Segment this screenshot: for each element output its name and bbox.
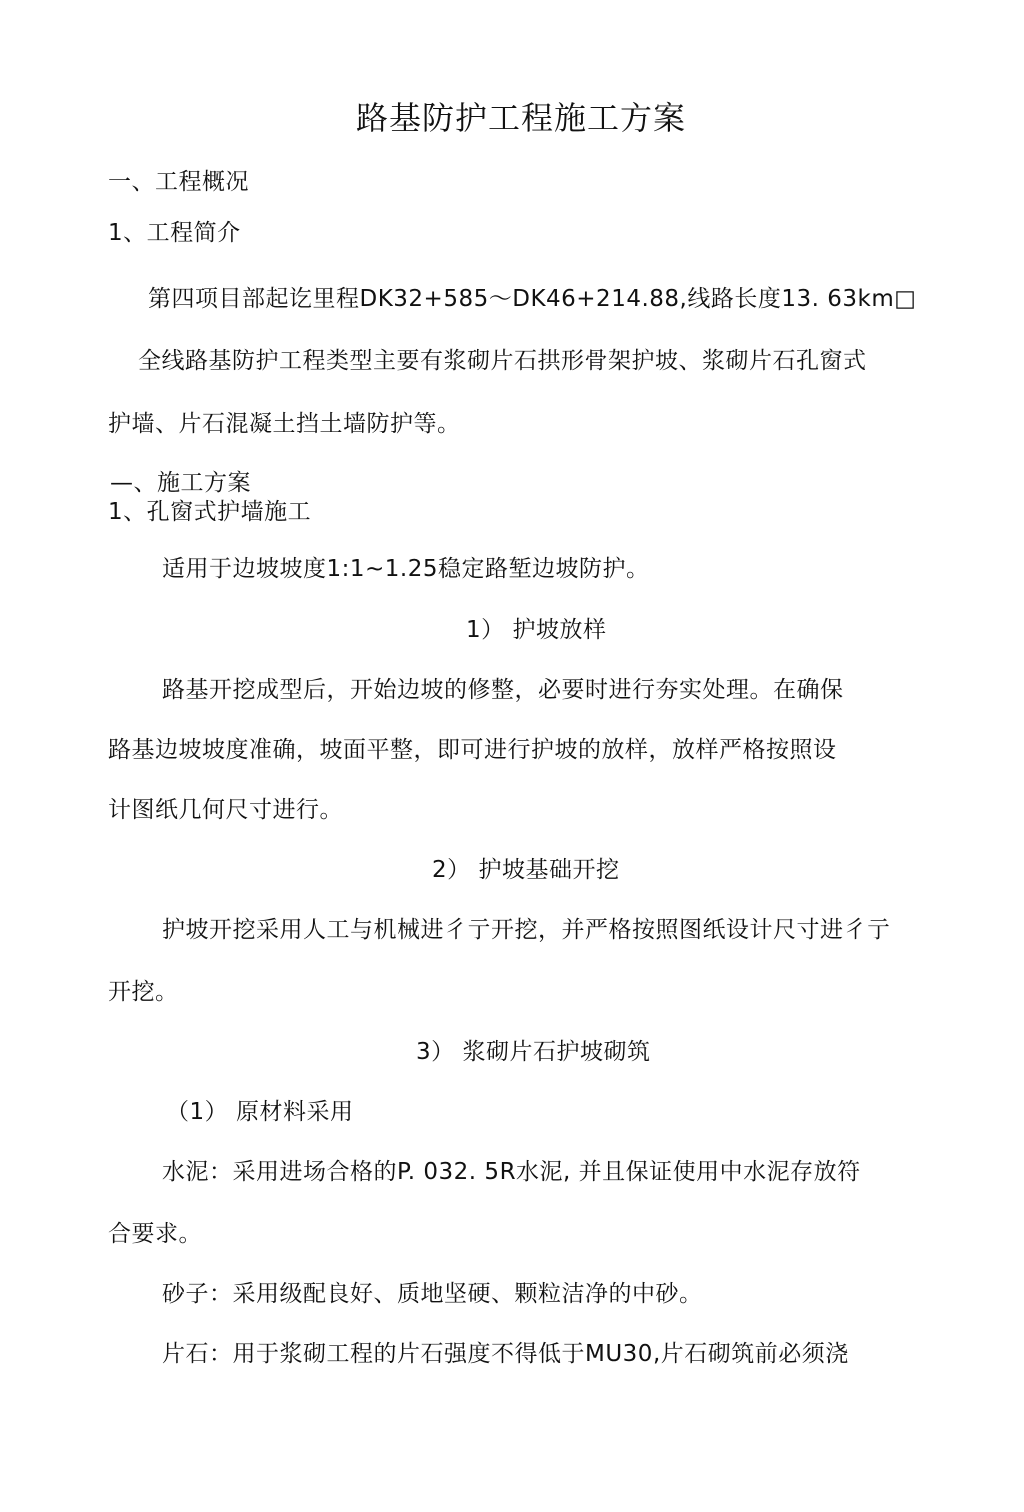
paragraph-step1-line2: 路基边坡坡度准确，坡面平整，即可进行护坡的放样，放样严格按照设 <box>108 737 837 763</box>
paragraph-apply: 适用于边坡坡度1:1~1.25稳定路堑边坡防护。 <box>162 556 650 582</box>
section-1-heading: 一、工程概况 <box>108 169 249 195</box>
paragraph-cement-line2: 合要求。 <box>108 1221 202 1247</box>
section-2-heading: —、施工方案 <box>110 470 251 496</box>
paragraph-cement-line1: 水泥：采用进场合格的P. 032. 5R水泥, 并且保证使用中水泥存放符 <box>162 1159 861 1185</box>
step-3-heading: 3） 浆砌片石护坡砌筑 <box>416 1039 651 1065</box>
section-2-1-heading: 1、孔窗式护墙施工 <box>108 499 312 525</box>
sub-1-heading: （1） 原材料采用 <box>166 1099 354 1125</box>
section-1-1-heading: 1、工程简介 <box>108 220 241 246</box>
paragraph-stone-line1: 片石：用于浆砌工程的片石强度不得低于MU30,片石砌筑前必须浇 <box>162 1341 849 1367</box>
paragraph-step1-line1: 路基开挖成型后，开始边坡的修整，必要时进行夯实处理。在确保 <box>162 677 844 703</box>
paragraph-types-line1: 全线路基防护工程类型主要有浆砌片石拱形骨架护坡、浆砌片石孔窗式 <box>138 348 867 374</box>
document-title: 路基防护工程施工方案 <box>356 99 687 137</box>
step-2-heading: 2） 护坡基础开挖 <box>432 857 620 883</box>
step-1-heading: 1） 护坡放样 <box>466 617 607 643</box>
paragraph-sand: 砂子：采用级配良好、质地坚硬、颗粒洁净的中砂。 <box>162 1281 703 1307</box>
paragraph-step1-line3: 计图纸几何尺寸进行。 <box>108 797 343 823</box>
paragraph-types-line2: 护墙、片石混凝土挡土墙防护等。 <box>108 411 461 437</box>
paragraph-mileage: 第四项目部起讫里程DK32+585～DK46+214.88,线路长度13. 63km□ <box>148 286 917 312</box>
paragraph-step2-line2: 开挖。 <box>108 979 179 1005</box>
paragraph-step2-line1: 护坡开挖采用人工与机械进彳亍开挖，并严格按照图纸设计尺寸进彳亍 <box>162 917 891 943</box>
